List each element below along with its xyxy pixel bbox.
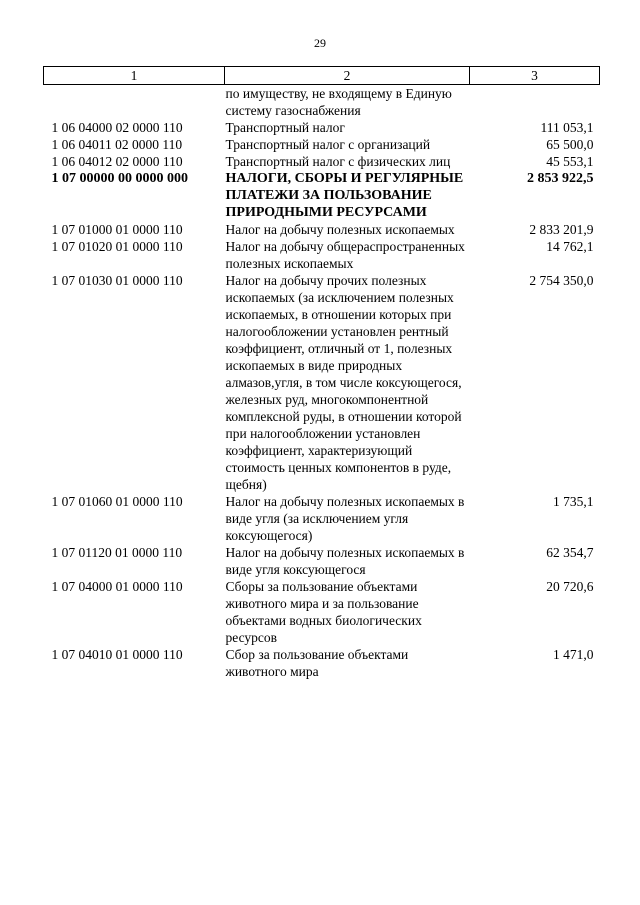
table-row <box>44 544 600 578</box>
budget-code-cell: 1 07 01030 01 0000 110 <box>51 273 183 288</box>
item-name-cell: НАЛОГИ, СБОРЫ И РЕГУЛЯРНЫЕ ПЛАТЕЖИ ЗА ПОЛЬЗОВАНИЕ ПРИРОДНЫМИ РЕСУРСАМИ <box>225 171 464 220</box>
revenue-table <box>43 66 600 680</box>
item-name-cell: Налог на добычу полезных ископаемых <box>225 222 455 237</box>
amount-cell: 20 720,6 <box>546 579 594 594</box>
column-header-2: 2 <box>225 67 470 85</box>
page-number: 29 <box>314 36 326 50</box>
amount-cell: 1 735,1 <box>553 494 594 509</box>
budget-code-cell: 1 07 00000 00 0000 000 <box>51 171 188 186</box>
amount-cell <box>470 85 600 120</box>
item-name-cell: Сборы за пользование объектами животного мира и за пользование объектами водных биологических ресурсов <box>225 579 422 645</box>
table-row <box>44 238 600 272</box>
item-name-cell: Налог на добычу полезных ископаемых в виде угля (за исключением угля коксующегося) <box>225 494 465 543</box>
budget-code-cell: 1 07 01060 01 0000 110 <box>51 494 183 509</box>
table-row <box>44 170 600 221</box>
budget-code-cell: 1 07 01120 01 0000 110 <box>51 545 183 560</box>
item-name-cell: Сбор за пользование объектами животного мира <box>225 647 409 679</box>
budget-code-cell: 1 07 01000 01 0000 110 <box>51 222 183 237</box>
table-row <box>44 578 600 646</box>
item-name-cell: Транспортный налог с организаций <box>225 137 431 152</box>
budget-code-cell: 1 06 04011 02 0000 110 <box>51 137 183 152</box>
table-row <box>44 119 600 136</box>
table-row <box>44 136 600 153</box>
table-row <box>44 85 600 120</box>
budget-code-cell: 1 07 01020 01 0000 110 <box>51 239 183 254</box>
column-header-3: 3 <box>470 67 600 85</box>
amount-cell: 2 853 922,5 <box>527 171 594 186</box>
budget-code-cell: 1 06 04012 02 0000 110 <box>51 154 183 169</box>
table-row <box>44 272 600 493</box>
table-row <box>44 221 600 238</box>
table-body <box>44 85 600 681</box>
amount-cell: 1 471,0 <box>553 647 594 662</box>
budget-code-cell <box>44 85 225 120</box>
item-name-cell: Налог на добычу общераспространенных полезных ископаемых <box>225 239 465 271</box>
amount-cell: 45 553,1 <box>546 154 594 169</box>
amount-cell: 14 762,1 <box>546 239 594 254</box>
item-name-cell: Налог на добычу полезных ископаемых в виде угля коксующегося <box>225 545 465 577</box>
table-row <box>44 153 600 170</box>
item-name-cell: Транспортный налог с физических лиц <box>225 154 451 169</box>
budget-code-cell: 1 06 04000 02 0000 110 <box>51 120 183 135</box>
budget-code-cell: 1 07 04010 01 0000 110 <box>51 647 183 662</box>
table-row <box>44 646 600 680</box>
item-name-cell: Транспортный налог <box>225 120 345 135</box>
header-row <box>44 67 600 85</box>
amount-cell: 2 754 350,0 <box>529 273 594 288</box>
amount-cell: 62 354,7 <box>546 545 594 560</box>
amount-cell: 65 500,0 <box>546 137 594 152</box>
item-name-cell: по имуществу, не входящему в Единую систему газоснабжения <box>225 86 452 118</box>
column-header-1: 1 <box>44 67 225 85</box>
amount-cell: 2 833 201,9 <box>529 222 594 237</box>
table-row <box>44 493 600 544</box>
item-name-cell: Налог на добычу прочих полезных ископаемых (за исключением полезных ископаемых, в отношении которых при налогообложении установлен рентный коэффициент, отличный от 1, полезных ископаемых в виде природных алмазов,угля, в том числе коксующегося, железных руд, многокомпонентной комплексной руды, в отношении которой при налогообложении установлен коэффициент, характеризующий стоимость ценных компонентов в руде, щебня) <box>225 273 462 492</box>
budget-code-cell: 1 07 04000 01 0000 110 <box>51 579 183 594</box>
amount-cell: 111 053,1 <box>540 120 594 135</box>
